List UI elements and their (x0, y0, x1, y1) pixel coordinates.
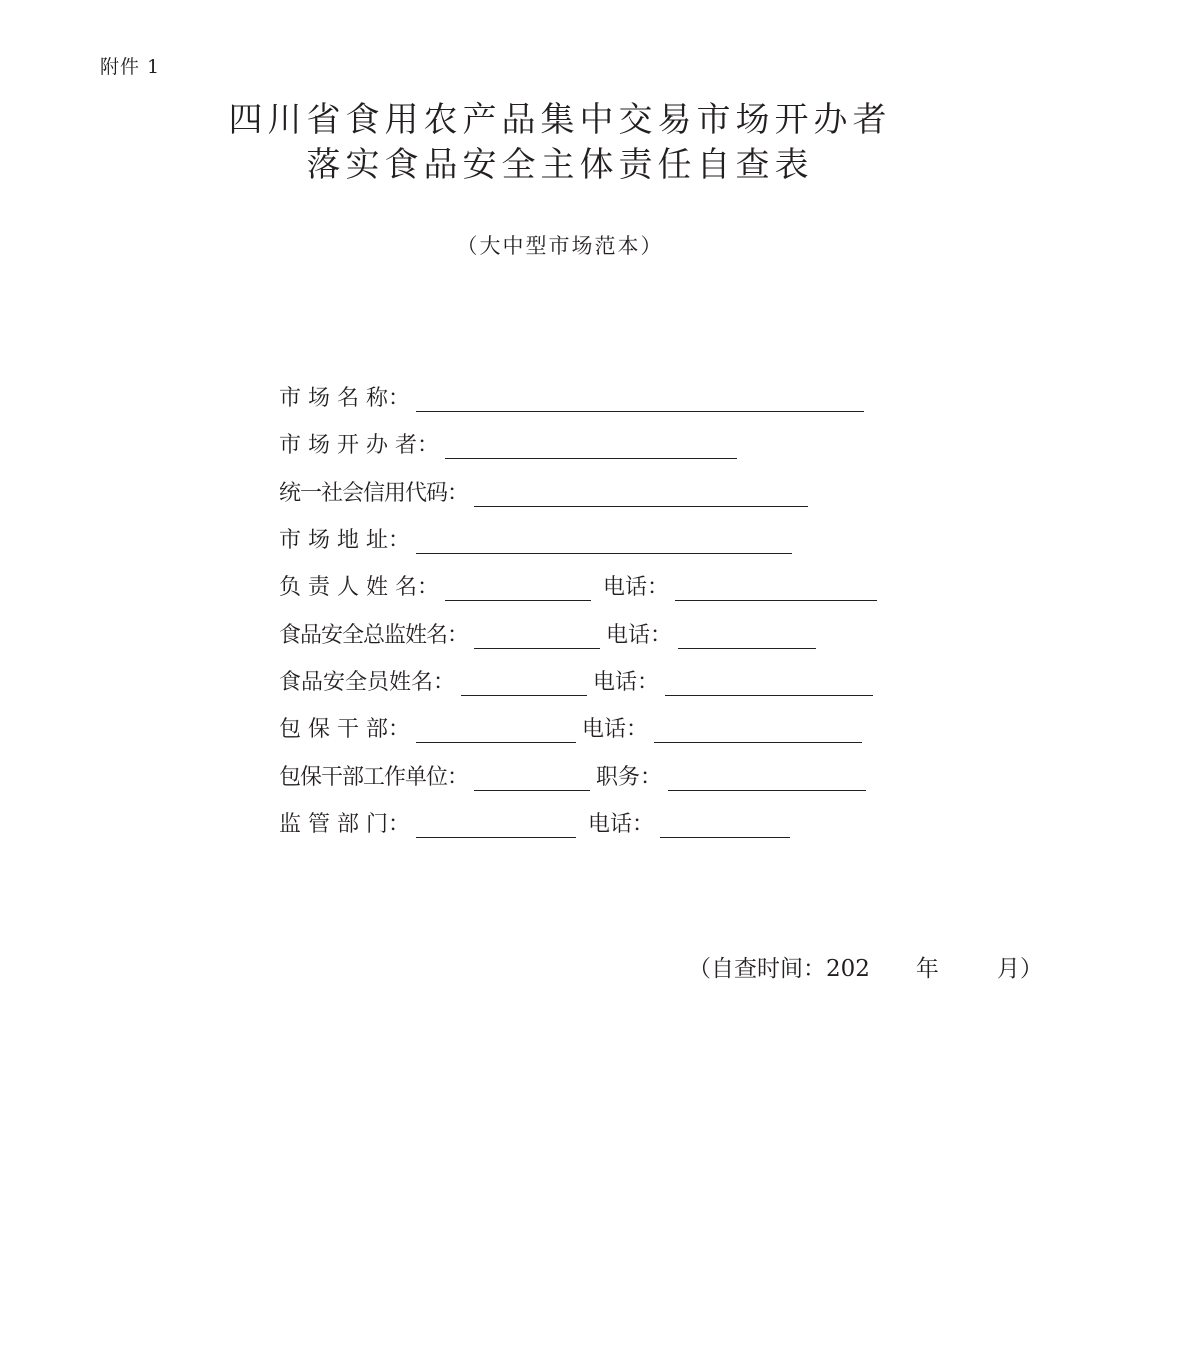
market-operator-row (279, 427, 737, 459)
position-label: 职务： (596, 765, 663, 790)
check-date (688, 950, 1043, 983)
page-title-line-1: 四川省食用农产品集中交易市场开办者 (228, 100, 892, 140)
phone-3-label: 电话： (593, 670, 660, 695)
market-name-label: 市 场 名 称： (279, 386, 410, 411)
market-name-row (279, 380, 864, 412)
check-date-year-prefix: 202 (826, 956, 870, 982)
market-name-blank[interactable] (416, 387, 864, 412)
regulator-label: 监 管 部 门： (279, 812, 410, 837)
person-in-charge-row (279, 569, 877, 601)
credit-code-row (279, 475, 808, 507)
cadre-unit-blank[interactable] (474, 766, 590, 791)
phone-5-label: 电话： (587, 812, 654, 837)
food-safety-director-blank[interactable] (474, 624, 600, 649)
person-in-charge-blank[interactable] (445, 576, 591, 601)
cadre-unit-row (279, 759, 866, 791)
credit-code-blank[interactable] (474, 482, 808, 507)
regulator-row (279, 806, 790, 838)
food-safety-officer-label: 食品安全员姓名： (279, 670, 456, 695)
market-address-label: 市 场 地 址： (279, 528, 410, 553)
phone-4-label: 电话： (581, 717, 648, 742)
food-safety-officer-row (279, 664, 873, 696)
food-safety-director-row (279, 617, 816, 649)
food-safety-officer-blank[interactable] (461, 671, 587, 696)
cadre-blank[interactable] (416, 718, 576, 743)
position-blank[interactable] (668, 766, 866, 791)
check-date-month-label: 月） (996, 956, 1043, 982)
check-date-prefix: （自查时间： (688, 956, 826, 982)
subtitle: （大中型市场范本） (456, 234, 664, 258)
phone-1-blank[interactable] (675, 576, 877, 601)
phone-2-label: 电话： (606, 623, 673, 648)
page-title-line-2: 落实食品安全主体责任自查表 (306, 145, 814, 185)
regulator-blank[interactable] (416, 813, 576, 838)
phone-2-blank[interactable] (678, 624, 816, 649)
market-address-blank[interactable] (416, 529, 792, 554)
market-operator-label: 市 场 开 办 者： (279, 433, 439, 458)
check-date-year-label: 年 (915, 956, 939, 982)
person-in-charge-label: 负 责 人 姓 名： (279, 575, 439, 600)
cadre-label: 包 保 干 部： (279, 717, 410, 742)
phone-3-blank[interactable] (665, 671, 873, 696)
phone-5-blank[interactable] (660, 813, 790, 838)
credit-code-label: 统一社会信用代码： (279, 481, 469, 506)
cadre-unit-label: 包保干部工作单位： (279, 765, 469, 790)
market-address-row (279, 522, 792, 554)
market-operator-blank[interactable] (445, 434, 737, 459)
attachment-label: 附件 1 (100, 56, 161, 78)
phone-4-blank[interactable] (654, 718, 862, 743)
cadre-row (279, 711, 862, 743)
phone-1-label: 电话： (602, 575, 669, 600)
food-safety-director-label: 食品安全总监姓名： (279, 623, 469, 648)
